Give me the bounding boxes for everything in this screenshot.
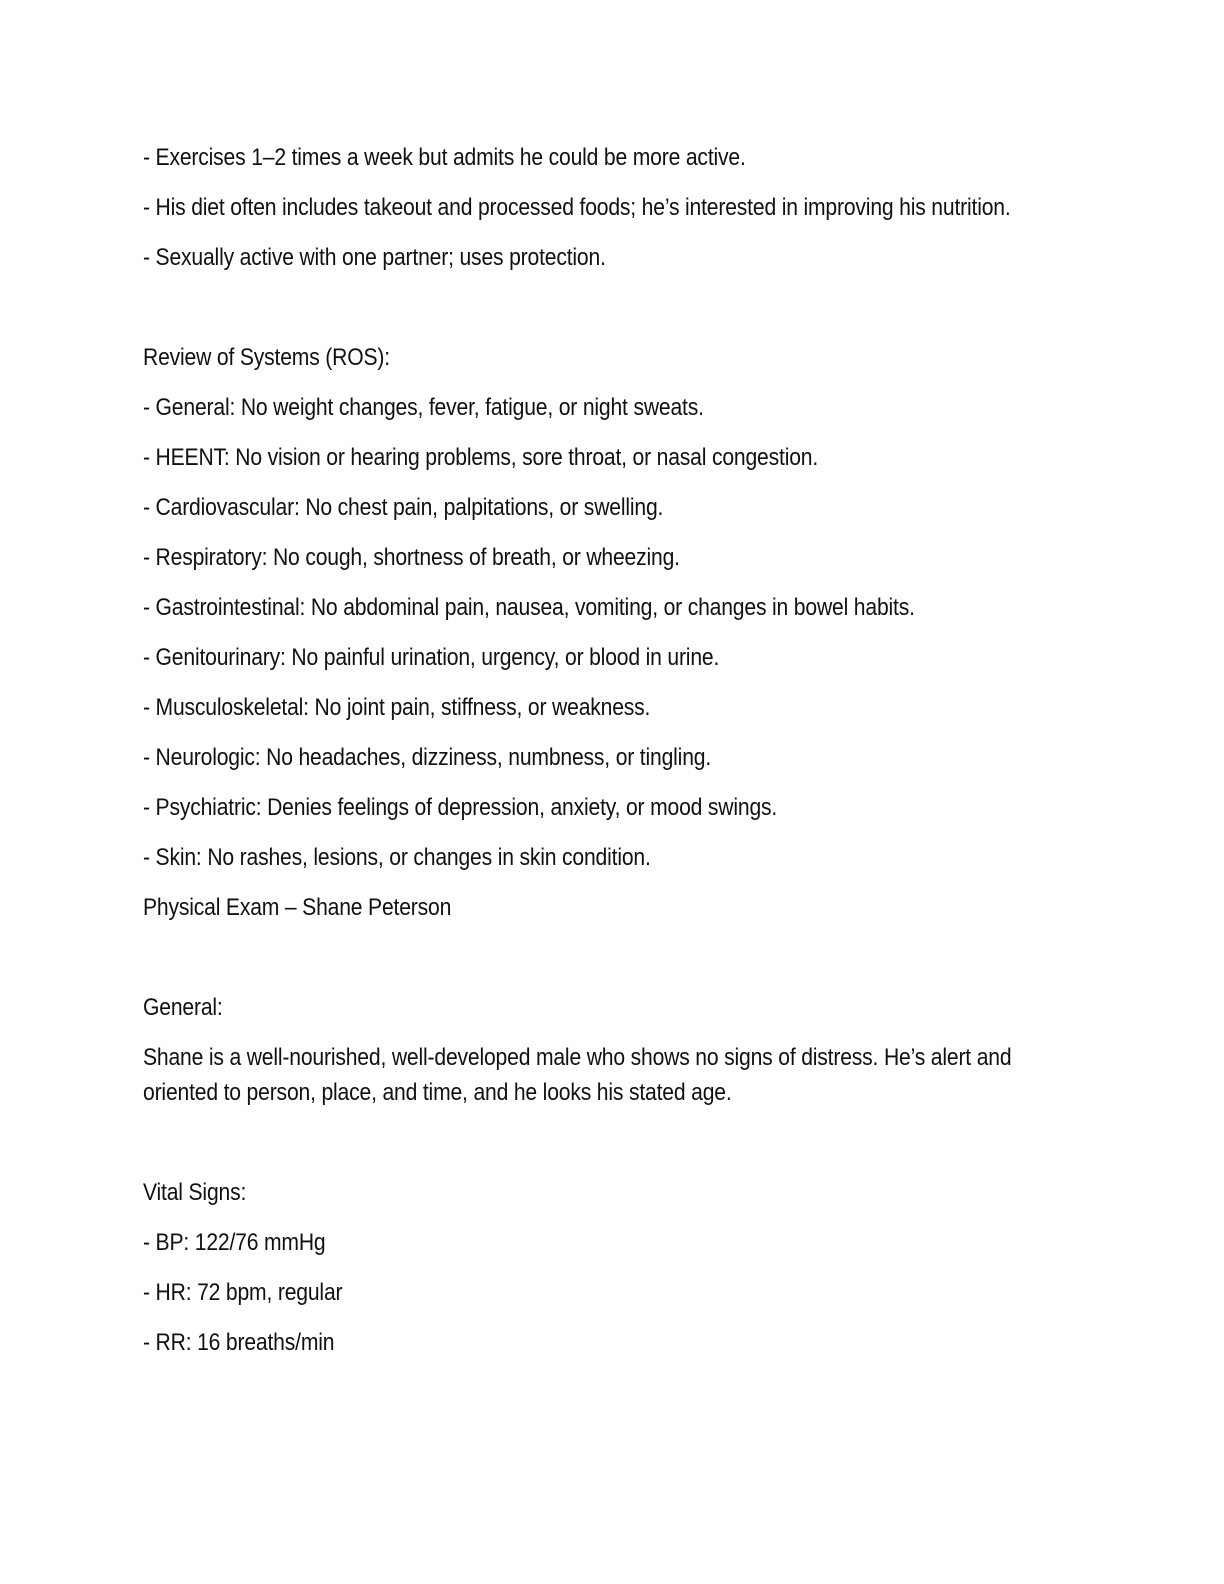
vital-signs-heading: Vital Signs: [143,1179,247,1206]
ros-item-respiratory: - Respiratory: No cough, shortness of breath, or wheezing. [143,544,680,571]
document-page [143,140,1073,1360]
ros-item-gastrointestinal: - Gastrointestinal: No abdominal pain, nausea, vomiting, or changes in bowel habits. [143,594,915,621]
lifestyle-item-sexual-activity: - Sexually active with one partner; uses protection. [143,244,606,271]
ros-heading: Review of Systems (ROS): [143,344,390,371]
vital-rr: - RR: 16 breaths/min [143,1329,335,1356]
physical-exam-title: Physical Exam – Shane Peterson [143,894,452,921]
ros-item-psychiatric: - Psychiatric: Denies feelings of depression, anxiety, or mood swings. [143,794,778,821]
ros-item-musculoskeletal: - Musculoskeletal: No joint pain, stiffness, or weakness. [143,694,651,721]
ros-item-genitourinary: - Genitourinary: No painful urination, urgency, or blood in urine. [143,644,720,671]
ros-item-cardiovascular: - Cardiovascular: No chest pain, palpitations, or swelling. [143,494,664,521]
ros-item-neurologic: - Neurologic: No headaches, dizziness, numbness, or tingling. [143,744,712,771]
ros-item-general: - General: No weight changes, fever, fatigue, or night sweats. [143,394,704,421]
general-description: Shane is a well-nourished, well-developed male who shows no signs of distress. He’s alert and oriented to person, place, and time, and he looks his stated age. [143,1044,1018,1106]
general-heading: General: [143,994,223,1021]
vital-hr: - HR: 72 bpm, regular [143,1279,343,1306]
vital-bp: - BP: 122/76 mmHg [143,1229,326,1256]
lifestyle-item-diet: - His diet often includes takeout and processed foods; he’s interested in improving his nutrition. [143,194,1011,221]
ros-item-skin: - Skin: No rashes, lesions, or changes in skin condition. [143,844,651,871]
ros-item-heent: - HEENT: No vision or hearing problems, sore throat, or nasal congestion. [143,444,819,471]
lifestyle-item-exercise: - Exercises 1–2 times a week but admits he could be more active. [143,144,746,171]
